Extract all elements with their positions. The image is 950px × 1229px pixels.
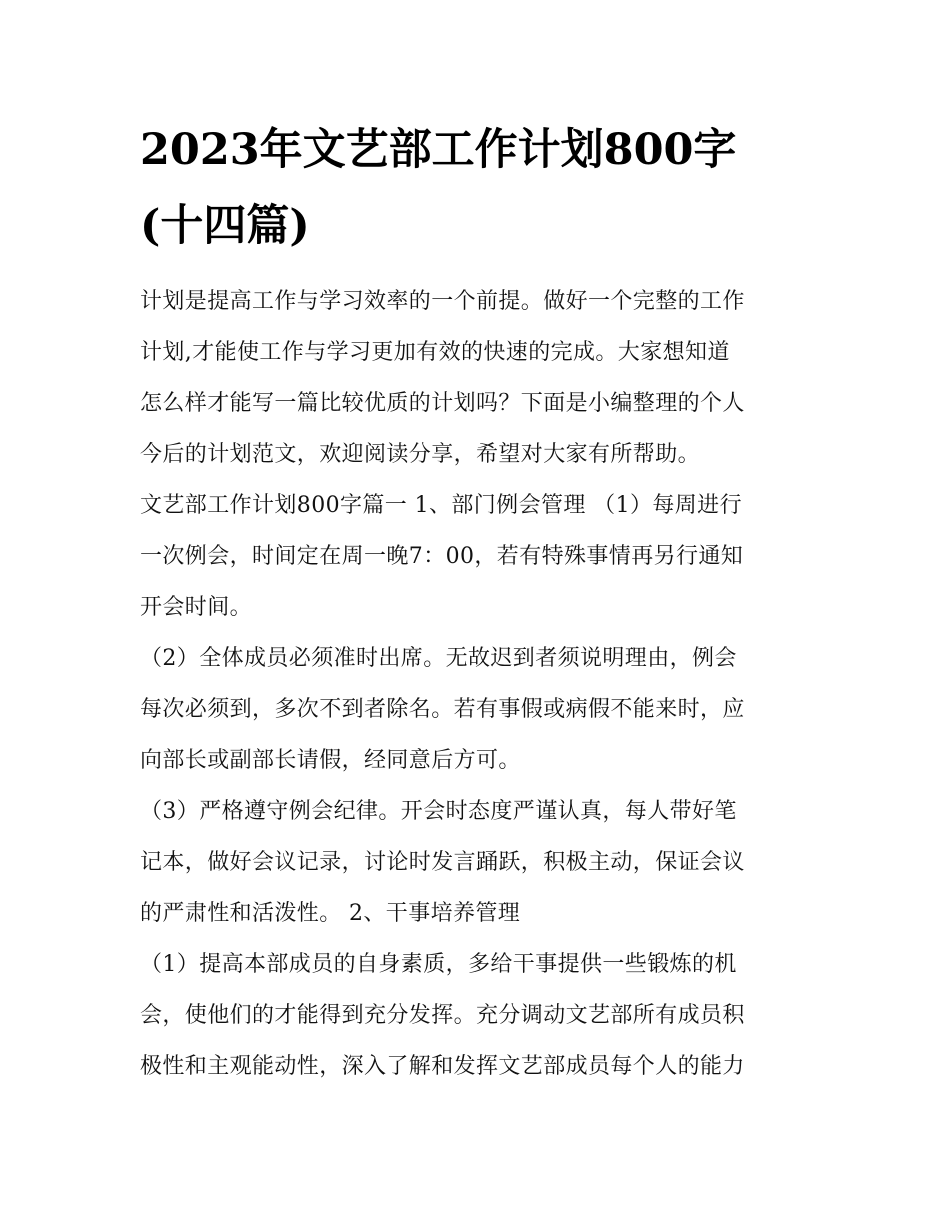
text-line: （1）提高本部成员的自身素质，多给干事提供一些锻炼的机 bbox=[140, 952, 737, 977]
title-line-1: 2023年文艺部工作计划800字 bbox=[140, 125, 737, 175]
text-line: 记本，做好会议记录，讨论时发言踊跃，积极主动，保证会议 bbox=[140, 850, 745, 875]
title-line-2: (十四篇) bbox=[140, 201, 310, 251]
text-line: 会，使他们的才能得到充分发挥。充分调动文艺部所有成员积 bbox=[140, 1003, 745, 1028]
document-body bbox=[140, 276, 815, 1092]
text-line: 向部长或副部长请假，经同意后方可。 bbox=[140, 748, 521, 773]
text-line: 怎么样才能写一篇比较优质的计划吗？下面是小编整理的个人 bbox=[140, 391, 745, 416]
text-line: 的严肃性和活泼性。 2、干事培养管理 bbox=[140, 901, 521, 926]
document-page bbox=[140, 112, 815, 1092]
text-line: 计划,才能使工作与学习更加有效的快速的完成。大家想知道 bbox=[140, 340, 730, 365]
text-line: 开会时间。 bbox=[140, 595, 253, 620]
paragraph-section-1-item-3 bbox=[140, 786, 815, 939]
paragraph-section-1-item-1 bbox=[140, 480, 815, 633]
text-line: 极性和主观能动性，深入了解和发挥文艺部成员每个人的能力 bbox=[140, 1054, 745, 1079]
text-line: 今后的计划范文，欢迎阅读分享，希望对大家有所帮助。 bbox=[140, 442, 701, 467]
text-line: 一次例会，时间定在周一晚7：00，若有特殊事情再另行通知 bbox=[140, 544, 744, 569]
document-title bbox=[140, 112, 815, 264]
text-line: （2）全体成员必须准时出席。无故迟到者须说明理由，例会 bbox=[140, 646, 737, 671]
text-line: （3）严格遵守例会纪律。开会时态度严谨认真，每人带好笔 bbox=[140, 799, 737, 824]
text-line: 计划是提高工作与学习效率的一个前提。做好一个完整的工作 bbox=[140, 289, 745, 314]
paragraph-section-1-item-2 bbox=[140, 633, 815, 786]
text-line: 文艺部工作计划800字篇一 1、部门例会管理 （1）每周进行 bbox=[140, 493, 742, 518]
paragraph-intro bbox=[140, 276, 815, 480]
text-line: 每次必须到，多次不到者除名。若有事假或病假不能来时，应 bbox=[140, 697, 745, 722]
paragraph-section-2-item-1 bbox=[140, 939, 815, 1092]
